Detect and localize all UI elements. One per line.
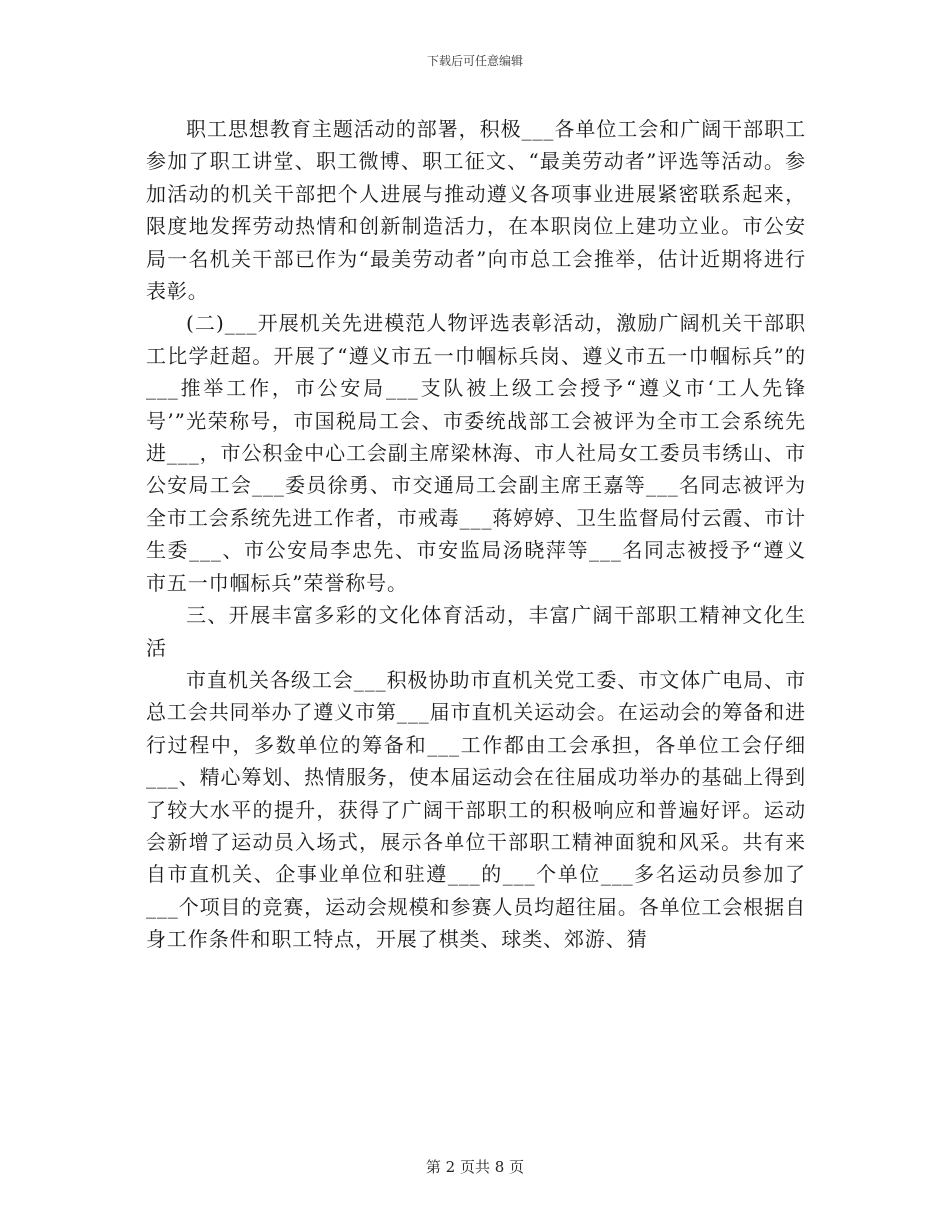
- paragraph-model-awards: (二)___开展机关先进模范人物评选表彰活动，激励广阔机关干部职工比学赶超。开展了“遵义市五一巾帼标兵岗、遵义市五一巾帼标兵”的___推举工作，市公安局___支队被上级工会授予“遵义市‘工人先锋号’”光荣称号，市国税局工会、市委统战部工会被评为全市工会系统先进___，市公积金中心工会副主席梁林海、市人社局女工委员韦绣山、市公安局工会___委员徐勇、市交通局工会副主席王嘉等___名同志被评为全市工会系统先进工作者，市戒毒___蒋婷婷、卫生监督局付云霞、市计生委___、市公安局李忠先、市安监局汤晓萍等___名同志被授予“遵义市五一巾帼标兵”荣誉称号。: [146, 311, 806, 595]
- paragraph-sports-meet: 市直机关各级工会___积极协助市直机关党工委、市文体广电局、市总工会共同举办了遵义市第___届市直机关运动会。在运动会的筹备和进行过程中，多数单位的筹备和___工作都由工会承担，各单位工会仔细___、精心筹划、热情服务，使本届运动会在往届成功举办的基础上得到了较大水平的提升，获得了广阔干部职工的积极响应和普遍好评。运动会新增了运动员入场式，展示各单位干部职工精神面貌和风采。共有来自市直机关、企事业单位和驻遵___的___个单位___多名运动员参加了___个项目的竞赛，运动会规模和参赛人员均超往届。各单位工会根据自身工作条件和职工特点，开展了棋类、球类、郊游、猜: [146, 667, 806, 952]
- document-body: [146, 113, 806, 956]
- paragraph-worker-education: 职工思想教育主题活动的部署，积极___各单位工会和广阔干部职工参加了职工讲堂、职工微博、职工征文、“最美劳动者”评选等活动。参加活动的机关干部把个人进展与推动遵义各项事业进展紧密联系起来，限度地发挥劳动热情和创新制造活力，在本职岗位上建功立业。市公安局一名机关干部已作为“最美劳动者”向市总工会推举，估计近期将进行表彰。: [146, 117, 806, 304]
- section-heading-culture-sports: 三、开展丰富多彩的文化体育活动，丰富广阔干部职工精神文化生活: [146, 603, 806, 660]
- page-number-footer: 第 2 页共 8 页: [425, 1158, 525, 1176]
- page-header: 下载后可任意编辑: [426, 54, 523, 68]
